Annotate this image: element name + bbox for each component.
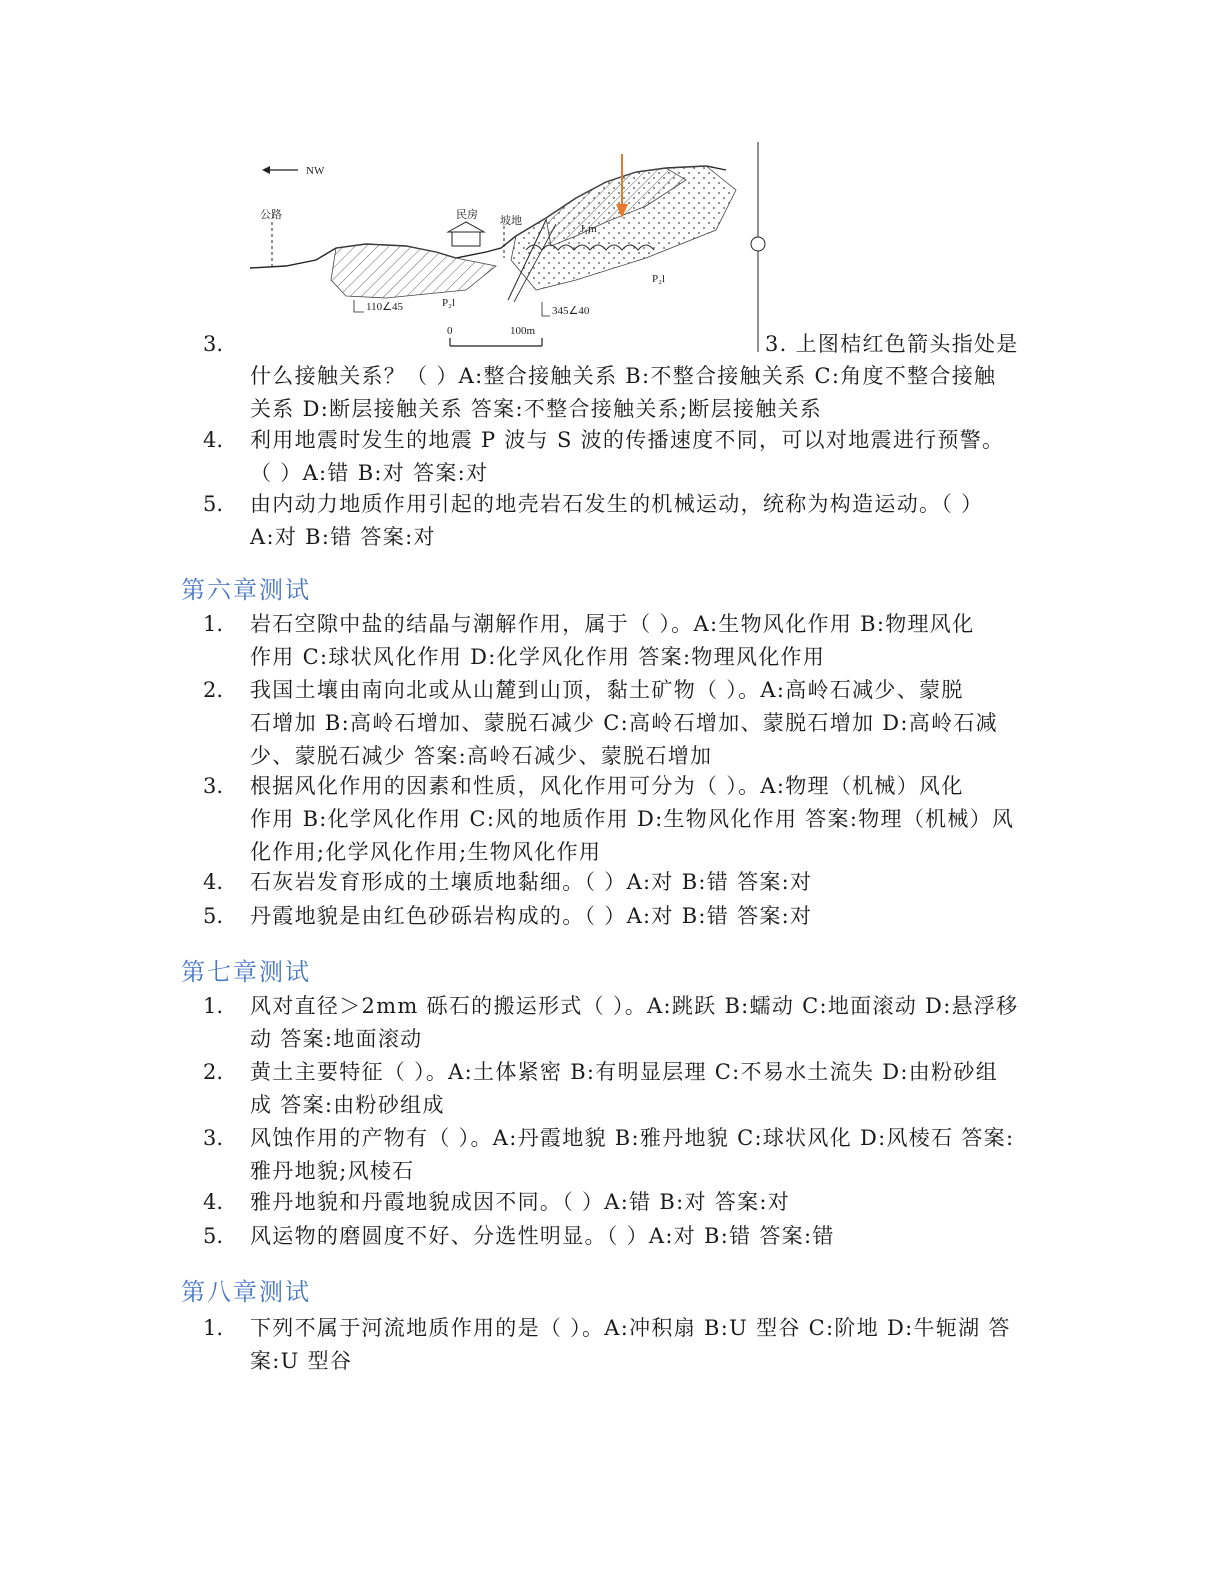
house-label: 民房 bbox=[456, 209, 478, 221]
j-label: J₁m bbox=[580, 223, 597, 235]
question-number: 5. bbox=[203, 904, 224, 928]
question-text bbox=[250, 1122, 1050, 1188]
scale-zero-label: 0 bbox=[447, 325, 453, 337]
scale-end-label: 100m bbox=[510, 325, 536, 337]
question-text-inline: 3. 上图桔红色箭头指处是 bbox=[765, 332, 1019, 356]
question-line: 石增加 B:高岭石增加、蒙脱石减少 C:高岭石增加、蒙脱石增加 D:高岭石减 bbox=[250, 711, 998, 735]
question-text bbox=[250, 488, 1050, 554]
question-line: 风蚀作用的产物有（ ）。A:丹霞地貌 B:雅丹地貌 C:球状风化 D:风棱石 答案: bbox=[250, 1126, 1015, 1150]
p1-left-label: P₂l bbox=[442, 297, 456, 309]
chapter-heading: 第八章测试 bbox=[181, 1278, 311, 1306]
question-number: 2. bbox=[203, 678, 224, 702]
question-number: 1. bbox=[203, 612, 224, 636]
question-number: 4. bbox=[203, 870, 224, 894]
question-text bbox=[250, 990, 1050, 1056]
question-line: 什么接触关系？（ ）A:整合接触关系 B:不整合接触关系 C:角度不整合接触 bbox=[250, 364, 997, 388]
question-line: 案:U 型谷 bbox=[250, 1349, 353, 1373]
question-line: 黄土主要特征（ ）。A:土体紧密 B:有明显层理 C:不易水土流失 D:由粉砂组 bbox=[250, 1060, 999, 1084]
dip-right-label: 345∠40 bbox=[552, 305, 590, 317]
question-number: 1. bbox=[203, 1316, 224, 1340]
question-text bbox=[250, 866, 1050, 899]
north-west-arrow bbox=[262, 165, 325, 177]
right-circle-marker bbox=[751, 237, 765, 251]
question-text bbox=[250, 900, 1050, 933]
question-number: 5. bbox=[203, 1224, 224, 1248]
question-line: 雅丹地貌和丹霞地貌成因不同。（ ）A:错 B:对 答案:对 bbox=[250, 1190, 791, 1214]
question-number: 3. bbox=[203, 332, 224, 356]
question-line: 下列不属于河流地质作用的是（ ）。A:冲积扇 B:U 型谷 C:阶地 D:牛轭湖 答 bbox=[250, 1316, 1011, 1340]
question-line: A:对 B:错 答案:对 bbox=[250, 525, 436, 549]
question-text bbox=[250, 1220, 1050, 1253]
question-line: 作用 B:化学风化作用 C:风的地质作用 D:生物风化作用 答案:物理（机械）风 bbox=[250, 807, 1015, 831]
slope-label: 坡地 bbox=[500, 215, 522, 227]
question-line: 丹霞地貌是由红色砂砾岩构成的。（ ）A:对 B:错 答案:对 bbox=[250, 904, 813, 928]
dip-left-label: 110∠45 bbox=[366, 301, 403, 313]
question-line: 化作用;化学风化作用;生物风化作用 bbox=[250, 840, 602, 864]
question-line: 风运物的磨圆度不好、分选性明显。（ ）A:对 B:错 答案:错 bbox=[250, 1224, 835, 1248]
question-number: 1. bbox=[203, 994, 224, 1018]
p1-right-label: P₂l bbox=[652, 273, 666, 285]
chapter-heading: 第七章测试 bbox=[181, 958, 311, 986]
question-text bbox=[250, 1186, 1050, 1219]
road-label: 公路 bbox=[260, 209, 282, 221]
question-text bbox=[250, 1312, 1050, 1378]
question-line: 关系 D:断层接触关系 答案:不整合接触关系;断层接触关系 bbox=[250, 397, 823, 421]
question-text bbox=[250, 424, 1050, 490]
question-line: 岩石空隙中盐的结晶与潮解作用，属于（ ）。A:生物风化作用 B:物理风化 bbox=[250, 612, 975, 636]
question-number: 5. bbox=[203, 492, 224, 516]
question-line: 作用 C:球状风化作用 D:化学风化作用 答案:物理风化作用 bbox=[250, 645, 826, 669]
question-text bbox=[250, 360, 1050, 426]
question-line: 少、蒙脱石减少 答案:高岭石减少、蒙脱石增加 bbox=[250, 744, 713, 768]
question-line: 石灰岩发育形成的土壤质地黏细。（ ）A:对 B:错 答案:对 bbox=[250, 870, 813, 894]
question-text bbox=[250, 608, 1050, 674]
question-line: 风对直径＞2mm 砾石的搬运形式（ ）。A:跳跃 B:蠕动 C:地面滚动 D:悬浮移 bbox=[250, 994, 1019, 1018]
cross-section-svg bbox=[246, 140, 766, 352]
question-number: 4. bbox=[203, 1190, 224, 1214]
question-number: 2. bbox=[203, 1060, 224, 1084]
question-text bbox=[250, 1056, 1050, 1122]
scale-bar bbox=[447, 325, 542, 346]
geologic-cross-section-figure bbox=[246, 140, 766, 352]
question-text bbox=[250, 674, 1050, 773]
left-rock-body bbox=[331, 244, 496, 298]
question-text bbox=[250, 770, 1050, 869]
question-line: 利用地震时发生的地震 P 波与 S 波的传播速度不同，可以对地震进行预警。 bbox=[250, 428, 1005, 452]
question-line: （ ）A:错 B:对 答案:对 bbox=[250, 461, 489, 485]
question-number: 3. bbox=[203, 774, 224, 798]
question-line: 根据风化作用的因素和性质，风化作用可分为（ ）。A:物理（机械）风化 bbox=[250, 774, 964, 798]
nw-label: NW bbox=[306, 165, 325, 177]
question-line: 由内动力地质作用引起的地壳岩石发生的机械运动，统称为构造运动。（ ） bbox=[250, 492, 984, 516]
question-number: 4. bbox=[203, 428, 224, 452]
question-line: 动 答案:地面滚动 bbox=[250, 1027, 423, 1051]
question-line: 我国土壤由南向北或从山麓到山顶，黏土矿物（ ）。A:高岭石减少、蒙脱 bbox=[250, 678, 964, 702]
house-icon bbox=[448, 222, 484, 246]
question-line: 成 答案:由粉砂组成 bbox=[250, 1093, 445, 1117]
question-number: 3. bbox=[203, 1126, 224, 1150]
chapter-heading: 第六章测试 bbox=[181, 576, 311, 604]
question-line: 雅丹地貌;风棱石 bbox=[250, 1159, 415, 1183]
